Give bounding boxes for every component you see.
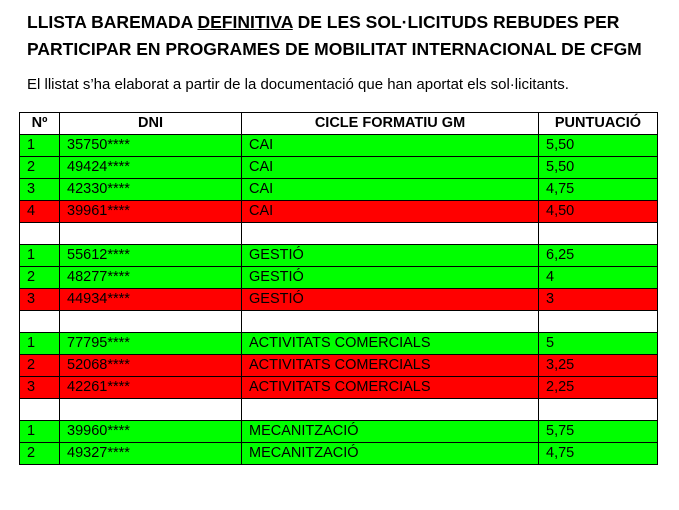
spacer-row xyxy=(20,223,658,245)
cell-puntuacio: 2,25 xyxy=(539,377,658,399)
table-row xyxy=(20,245,658,267)
cell-cicle: CAI xyxy=(242,179,539,201)
results-table xyxy=(19,112,658,465)
cell-puntuacio: 4,75 xyxy=(539,443,658,465)
cell-cicle: CAI xyxy=(242,157,539,179)
cell-cicle xyxy=(242,311,539,333)
cell-dni xyxy=(60,399,242,421)
cell-dni: 42261**** xyxy=(60,377,242,399)
cell-cicle: ACTIVITATS COMERCIALS xyxy=(242,333,539,355)
cell-cicle xyxy=(242,399,539,421)
document-title xyxy=(27,9,667,63)
cell-dni: 49424**** xyxy=(60,157,242,179)
cell-dni: 52068**** xyxy=(60,355,242,377)
cell-num: 1 xyxy=(20,421,60,443)
cell-dni: 55612**** xyxy=(60,245,242,267)
header-dni: DNI xyxy=(60,113,242,135)
header-puntuacio: PUNTUACIÓ xyxy=(539,113,658,135)
cell-num xyxy=(20,311,60,333)
cell-cicle xyxy=(242,223,539,245)
cell-dni: 39960**** xyxy=(60,421,242,443)
header-cicle: CICLE FORMATIU GM xyxy=(242,113,539,135)
cell-num: 1 xyxy=(20,245,60,267)
table-row xyxy=(20,267,658,289)
cell-num: 2 xyxy=(20,443,60,465)
cell-cicle: CAI xyxy=(242,135,539,157)
cell-puntuacio xyxy=(539,311,658,333)
cell-cicle: MECANITZACIÓ xyxy=(242,421,539,443)
table-row xyxy=(20,179,658,201)
cell-cicle: GESTIÓ xyxy=(242,267,539,289)
cell-dni: 35750**** xyxy=(60,135,242,157)
cell-cicle: GESTIÓ xyxy=(242,245,539,267)
cell-puntuacio: 6,25 xyxy=(539,245,658,267)
cell-cicle: MECANITZACIÓ xyxy=(242,443,539,465)
cell-puntuacio: 4 xyxy=(539,267,658,289)
cell-cicle: ACTIVITATS COMERCIALS xyxy=(242,377,539,399)
table-header-row xyxy=(20,113,658,135)
title-underlined-word: DEFINITIVA xyxy=(197,12,293,32)
spacer-row xyxy=(20,311,658,333)
cell-cicle: ACTIVITATS COMERCIALS xyxy=(242,355,539,377)
cell-puntuacio xyxy=(539,223,658,245)
cell-num: 1 xyxy=(20,135,60,157)
title-part-1: LLISTA BAREMADA xyxy=(27,12,198,32)
cell-dni: 39961**** xyxy=(60,201,242,223)
cell-puntuacio: 4,75 xyxy=(539,179,658,201)
cell-dni: 49327**** xyxy=(60,443,242,465)
cell-num: 3 xyxy=(20,289,60,311)
cell-puntuacio: 4,50 xyxy=(539,201,658,223)
header-num: Nº xyxy=(20,113,60,135)
table-row xyxy=(20,421,658,443)
title-part-2: DE LES SOL·LICITUDS REBUDES PER PARTICIPAR EN PROGRAMES DE MOBILITAT INTERNACIONAL DE CFGM xyxy=(27,12,642,59)
table-row xyxy=(20,135,658,157)
cell-puntuacio xyxy=(539,399,658,421)
cell-num xyxy=(20,399,60,421)
cell-puntuacio: 5 xyxy=(539,333,658,355)
cell-dni: 77795**** xyxy=(60,333,242,355)
table-row xyxy=(20,201,658,223)
document-subtitle: El llistat s’ha elaborat a partir de la documentació que han aportat els sol·licitants. xyxy=(27,76,569,93)
table-row xyxy=(20,333,658,355)
table-row xyxy=(20,355,658,377)
table-row xyxy=(20,377,658,399)
spacer-row xyxy=(20,399,658,421)
cell-cicle: CAI xyxy=(242,201,539,223)
cell-num: 3 xyxy=(20,377,60,399)
cell-dni: 48277**** xyxy=(60,267,242,289)
cell-num: 4 xyxy=(20,201,60,223)
cell-num xyxy=(20,223,60,245)
cell-puntuacio: 5,50 xyxy=(539,135,658,157)
cell-dni xyxy=(60,311,242,333)
cell-puntuacio: 5,75 xyxy=(539,421,658,443)
table-body xyxy=(20,135,658,465)
table-row xyxy=(20,157,658,179)
table-row xyxy=(20,443,658,465)
cell-num: 3 xyxy=(20,179,60,201)
cell-num: 1 xyxy=(20,333,60,355)
table-row xyxy=(20,289,658,311)
cell-num: 2 xyxy=(20,355,60,377)
cell-dni xyxy=(60,223,242,245)
cell-dni: 44934**** xyxy=(60,289,242,311)
cell-puntuacio: 3,25 xyxy=(539,355,658,377)
cell-num: 2 xyxy=(20,157,60,179)
cell-dni: 42330**** xyxy=(60,179,242,201)
cell-puntuacio: 5,50 xyxy=(539,157,658,179)
cell-puntuacio: 3 xyxy=(539,289,658,311)
cell-num: 2 xyxy=(20,267,60,289)
cell-cicle: GESTIÓ xyxy=(242,289,539,311)
